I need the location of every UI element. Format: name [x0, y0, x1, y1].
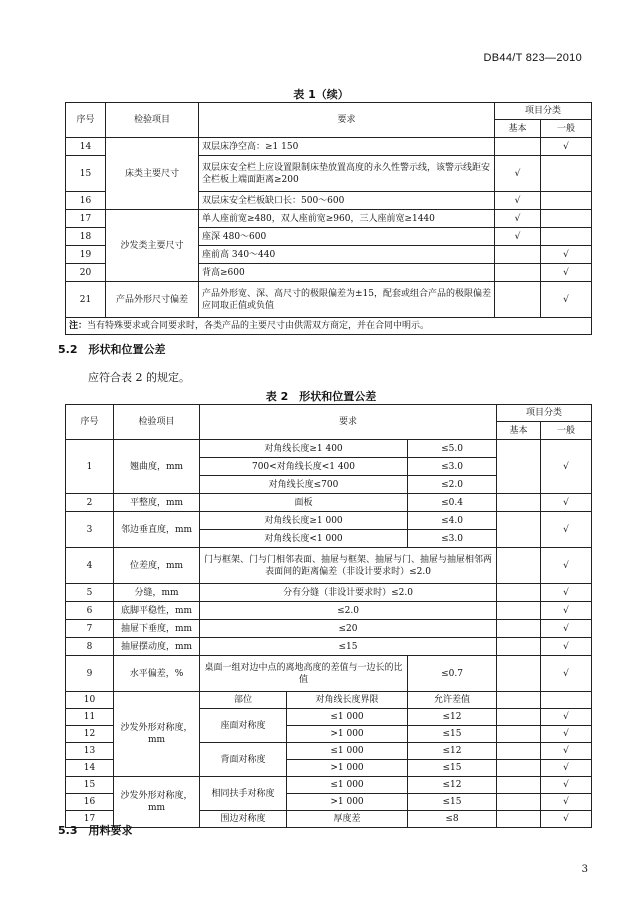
row-condition: 700<对角线长度<1 400	[200, 458, 408, 476]
row-basic	[497, 656, 541, 692]
row-general: √	[541, 760, 592, 777]
part-seat: 座面对称度	[200, 709, 287, 743]
t2-header-basic: 基本	[497, 422, 541, 440]
row-basic	[497, 638, 541, 656]
t1-header-category: 项目分类	[495, 103, 592, 120]
row-requirement: 分有分缝（非设计要求时）≤2.0	[200, 584, 497, 602]
table-row	[66, 584, 592, 602]
row-basic	[497, 709, 541, 726]
row-value: ≤4.0	[408, 512, 497, 530]
row-requirement: ≤2.0	[200, 602, 497, 620]
table-row	[66, 638, 592, 656]
note-text: 当有特殊要求或合同要求时，各类产品的主要尺寸由供需双方商定，并在合同中明示。	[87, 321, 430, 331]
row-general: √	[541, 138, 592, 156]
row-no: 21	[66, 282, 106, 318]
row-general: √	[541, 548, 592, 584]
table-row	[66, 548, 592, 584]
row-requirement: 门与框架、门与门相邻表面、抽屉与框架、抽屉与门、抽屉与抽屉相邻两表面间的距离偏差（非设计要求时）≤2.0	[200, 548, 497, 584]
row-general: √	[541, 282, 592, 318]
row-value: ≤0.4	[408, 494, 497, 512]
row-condition: 对角线长度≥1 400	[200, 440, 408, 458]
row-basic	[495, 246, 541, 264]
row-condition: 面板	[200, 494, 408, 512]
row-allow: ≤15	[408, 794, 497, 811]
section-5-2-body: 应符合表 2 的规定。	[88, 371, 190, 384]
part-back: 背面对称度	[200, 743, 287, 777]
row-no: 14	[66, 760, 114, 777]
table-row	[66, 692, 592, 709]
row-allow: ≤15	[408, 726, 497, 743]
row-general: √	[541, 584, 592, 602]
row-basic	[497, 811, 541, 828]
row-requirement: 产品外形宽、深、高尺寸的极限偏差为±15，配套或组合产品的极限偏差应同取正值或负值	[199, 282, 495, 318]
row-general: √	[541, 512, 592, 548]
row-item: 抽屉下垂度，mm	[114, 620, 200, 638]
row-allow: ≤12	[408, 743, 497, 760]
subheader-limit: 对角线长度界限	[287, 692, 408, 709]
section-5-2-heading: 5.2 形状和位置公差	[58, 343, 166, 356]
row-limit: >1 000	[287, 760, 408, 777]
table-row	[66, 440, 592, 458]
row-no: 12	[66, 726, 114, 743]
row-no: 18	[66, 228, 106, 246]
table-row	[66, 512, 592, 530]
row-condition: 对角线长度<1 000	[200, 530, 408, 548]
row-requirement: 双层床安全栏上应设置限制床垫放置高度的永久性警示线，该警示线距安全栏板上端面距离≥200	[199, 156, 495, 192]
row-item: 平整度，mm	[114, 494, 200, 512]
row-no: 10	[66, 692, 114, 709]
sofa-outline-symmetry: 沙发外形对称度，mm	[114, 692, 200, 777]
group-outline-deviation: 产品外形尺寸偏差	[106, 282, 199, 318]
row-requirement: 桌面一组对边中点的离地高度的差值与一边长的比值	[200, 656, 408, 692]
row-requirement: 座前高 340～440	[199, 246, 495, 264]
row-condition: 对角线长度≥1 000	[200, 512, 408, 530]
t1-header-basic: 基本	[495, 120, 541, 138]
row-item: 邻边垂直度，mm	[114, 512, 200, 548]
row-requirement: 背高≥600	[199, 264, 495, 282]
row-general: √	[541, 494, 592, 512]
row-limit: ≤1 000	[287, 709, 408, 726]
table2-title: 表 2 形状和位置公差	[265, 390, 377, 403]
row-limit: ≤1 000	[287, 743, 408, 760]
row-no: 20	[66, 264, 106, 282]
row-no: 7	[66, 620, 114, 638]
table-row	[66, 494, 592, 512]
row-no: 1	[66, 440, 114, 494]
t2-header-general: 一般	[541, 422, 592, 440]
row-general: √	[541, 656, 592, 692]
row-limit: 厚度差	[287, 811, 408, 828]
row-requirement: 单人座前宽≥480，双人座前宽≥960，三人座前宽≥1440	[199, 210, 495, 228]
row-item: 翘曲度，mm	[114, 440, 200, 494]
row-allow: ≤12	[408, 709, 497, 726]
row-no: 13	[66, 743, 114, 760]
row-basic	[497, 602, 541, 620]
row-no: 15	[66, 777, 114, 794]
row-value: ≤3.0	[408, 530, 497, 548]
t1-header-req: 要求	[199, 103, 495, 138]
row-basic	[497, 512, 541, 548]
t2-header-item: 检验项目	[114, 405, 200, 440]
row-general: √	[541, 709, 592, 726]
part-armrest: 相同扶手对称度	[200, 777, 287, 811]
row-item: 分缝，mm	[114, 584, 200, 602]
row-basic	[497, 440, 541, 494]
subheader-part: 部位	[200, 692, 287, 709]
row-no: 14	[66, 138, 106, 156]
row-requirement: ≤20	[200, 620, 497, 638]
document-code: DB44/T 823—2010	[483, 52, 582, 64]
row-basic: √	[495, 228, 541, 246]
row-general	[541, 156, 592, 192]
row-no: 2	[66, 494, 114, 512]
row-general	[541, 692, 592, 709]
row-no: 6	[66, 602, 114, 620]
row-basic	[497, 760, 541, 777]
row-requirement: 双层床安全栏板缺口长：500～600	[199, 192, 495, 210]
table1	[65, 102, 592, 335]
part-edge: 围边对称度	[200, 811, 287, 828]
row-general: √	[541, 440, 592, 494]
table-row	[66, 656, 592, 692]
t1-header-item: 检验项目	[106, 103, 199, 138]
row-no: 16	[66, 192, 106, 210]
row-no: 5	[66, 584, 114, 602]
row-limit: >1 000	[287, 794, 408, 811]
group-sofa-size: 沙发类主要尺寸	[106, 210, 199, 282]
row-allow: ≤12	[408, 777, 497, 794]
note-label: 注：	[69, 321, 88, 331]
row-general: √	[541, 743, 592, 760]
section-5-3-heading: 5.3 用料要求	[58, 824, 133, 837]
row-general: √	[541, 602, 592, 620]
row-item: 水平偏差，%	[114, 656, 200, 692]
page-number: 3	[581, 864, 588, 875]
row-allow: ≤15	[408, 760, 497, 777]
row-no: 3	[66, 512, 114, 548]
row-limit: >1 000	[287, 726, 408, 743]
row-basic	[497, 548, 541, 584]
row-basic	[497, 584, 541, 602]
t1-header-no: 序号	[66, 103, 106, 138]
row-requirement: ≤15	[200, 638, 497, 656]
row-value: ≤5.0	[408, 440, 497, 458]
row-no: 9	[66, 656, 114, 692]
row-limit: ≤1 000	[287, 777, 408, 794]
row-basic	[497, 794, 541, 811]
row-basic	[497, 777, 541, 794]
row-general: √	[541, 638, 592, 656]
row-basic	[497, 620, 541, 638]
row-no: 4	[66, 548, 114, 584]
row-item: 抽屉摆动度，mm	[114, 638, 200, 656]
row-requirement: 座深 480～600	[199, 228, 495, 246]
row-basic	[497, 743, 541, 760]
row-basic	[497, 726, 541, 743]
row-basic	[497, 494, 541, 512]
sofa-outline-symmetry-2: 沙发外形对称度，mm	[114, 777, 200, 828]
row-requirement: 双层床净空高：≥1 150	[199, 138, 495, 156]
row-no: 15	[66, 156, 106, 192]
row-value: ≤2.0	[408, 476, 497, 494]
t2-header-req: 要求	[200, 405, 497, 440]
t1-header-general: 一般	[541, 120, 592, 138]
row-general: √	[541, 726, 592, 743]
row-condition: 对角线长度≤700	[200, 476, 408, 494]
row-general	[541, 228, 592, 246]
row-no: 17	[66, 811, 114, 828]
table1-title: 表 1（续）	[293, 88, 349, 101]
table1-note	[66, 318, 592, 335]
row-basic	[495, 282, 541, 318]
table-row	[66, 620, 592, 638]
row-no: 11	[66, 709, 114, 726]
row-general: √	[541, 811, 592, 828]
group-bed-size: 床类主要尺寸	[106, 138, 199, 210]
row-basic: √	[495, 156, 541, 192]
row-item: 底脚平稳性，mm	[114, 602, 200, 620]
row-general: √	[541, 246, 592, 264]
row-value: ≤0.7	[408, 656, 497, 692]
row-no: 8	[66, 638, 114, 656]
table-row	[66, 210, 592, 228]
subheader-allow: 允许差值	[408, 692, 497, 709]
row-no: 19	[66, 246, 106, 264]
row-basic	[497, 692, 541, 709]
row-no: 16	[66, 794, 114, 811]
table-row	[66, 138, 592, 156]
row-basic: √	[495, 210, 541, 228]
table-row	[66, 777, 592, 794]
row-general: √	[541, 620, 592, 638]
row-general: √	[541, 777, 592, 794]
row-basic	[495, 138, 541, 156]
row-general: √	[541, 264, 592, 282]
row-general	[541, 192, 592, 210]
row-no: 17	[66, 210, 106, 228]
row-value: ≤3.0	[408, 458, 497, 476]
table-row	[66, 602, 592, 620]
table2	[65, 404, 592, 828]
row-general: √	[541, 794, 592, 811]
row-general	[541, 210, 592, 228]
row-allow: ≤8	[408, 811, 497, 828]
t2-header-category: 项目分类	[497, 405, 592, 422]
row-basic	[495, 264, 541, 282]
t2-header-no: 序号	[66, 405, 114, 440]
row-basic: √	[495, 192, 541, 210]
row-item: 位差度，mm	[114, 548, 200, 584]
table-row	[66, 282, 592, 318]
